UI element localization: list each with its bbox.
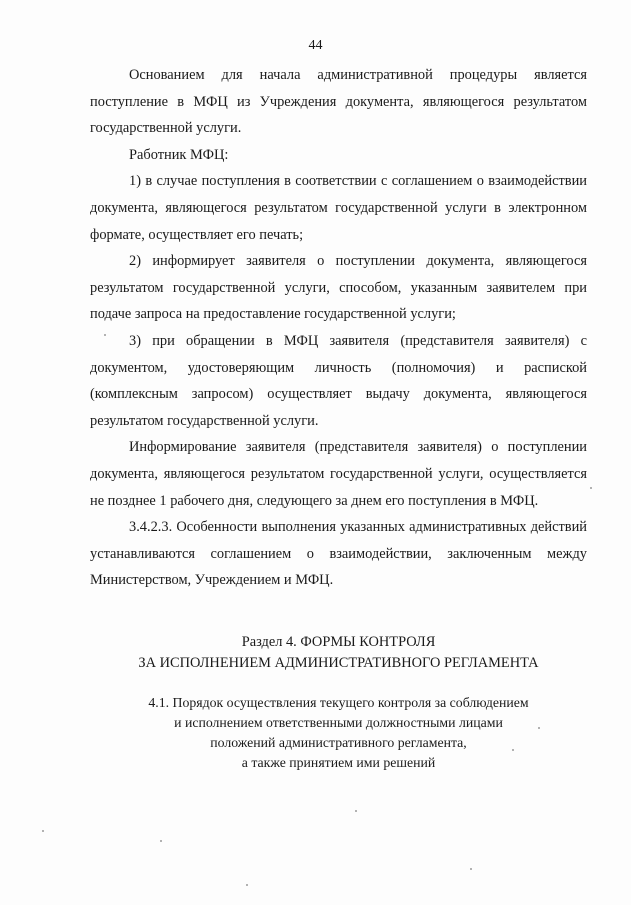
section-heading-line-1: Раздел 4. ФОРМЫ КОНТРОЛЯ <box>241 634 436 650</box>
paragraph-basis: Основанием для начала административной процедуры является поступление в МФЦ из Учреждения документа, являющегося результатом государственной услуги. <box>90 67 587 137</box>
subsection-heading-line-2: и исполнением ответственными должностными лицами <box>174 715 503 730</box>
subsection-heading-line-4: а также принятием ими решений <box>241 755 436 770</box>
scan-speck <box>538 727 540 729</box>
paragraph-item-3: 3) при обращении в МФЦ заявителя (представителя заявителя) с документом, удостоверяющим личность (полномочия) и распиской (комплексным запросом) осуществляет выдачу документа, являющегося результатом государственной услуги. <box>90 332 587 429</box>
section-heading-line-2: ЗА ИСПОЛНЕНИЕМ АДМИНИСТРАТИВНОГО РЕГЛАМЕНТА <box>138 655 539 671</box>
scan-speck <box>42 830 44 832</box>
paragraph-informing: Информирование заявителя (представителя заявителя) о поступлении документа, являющегося результатом государственной услуги, осуществляется не позднее 1 рабочего дня, следующего за днем его поступления в МФЦ. <box>90 439 587 509</box>
body-text <box>90 62 587 594</box>
page-number: 44 <box>308 38 323 53</box>
scan-speck <box>104 334 106 336</box>
scan-speck <box>246 884 248 886</box>
subsection-heading-line-3: положений административного регламента, <box>210 735 467 750</box>
paragraph-3-4-2-3: 3.4.2.3. Особенности выполнения указанных административных действий устанавливаются соглашением о взаимодействии, заключенным между Министерством, Учреждением и МФЦ. <box>90 519 587 589</box>
scan-speck <box>512 749 514 751</box>
paragraph-mfc-worker: Работник МФЦ: <box>129 146 229 163</box>
subsection-heading <box>90 693 587 773</box>
scan-speck <box>160 840 162 842</box>
subsection-heading-line-1: 4.1. Порядок осуществления текущего контроля за соблюдением <box>148 695 529 710</box>
section-heading <box>90 632 587 674</box>
scan-speck <box>355 810 357 812</box>
scan-speck <box>470 868 472 870</box>
paragraph-item-2: 2) информирует заявителя о поступлении документа, являющегося результатом государственной услуги, способом, указанным заявителем при подаче запроса на предоставление государственной услуги; <box>90 253 587 323</box>
paragraph-item-1: 1) в случае поступления в соответствии с соглашением о взаимодействии документа, являющегося результатом государственной услуги в электронном формате, осуществляет его печать; <box>90 173 587 243</box>
scan-speck <box>590 487 592 489</box>
